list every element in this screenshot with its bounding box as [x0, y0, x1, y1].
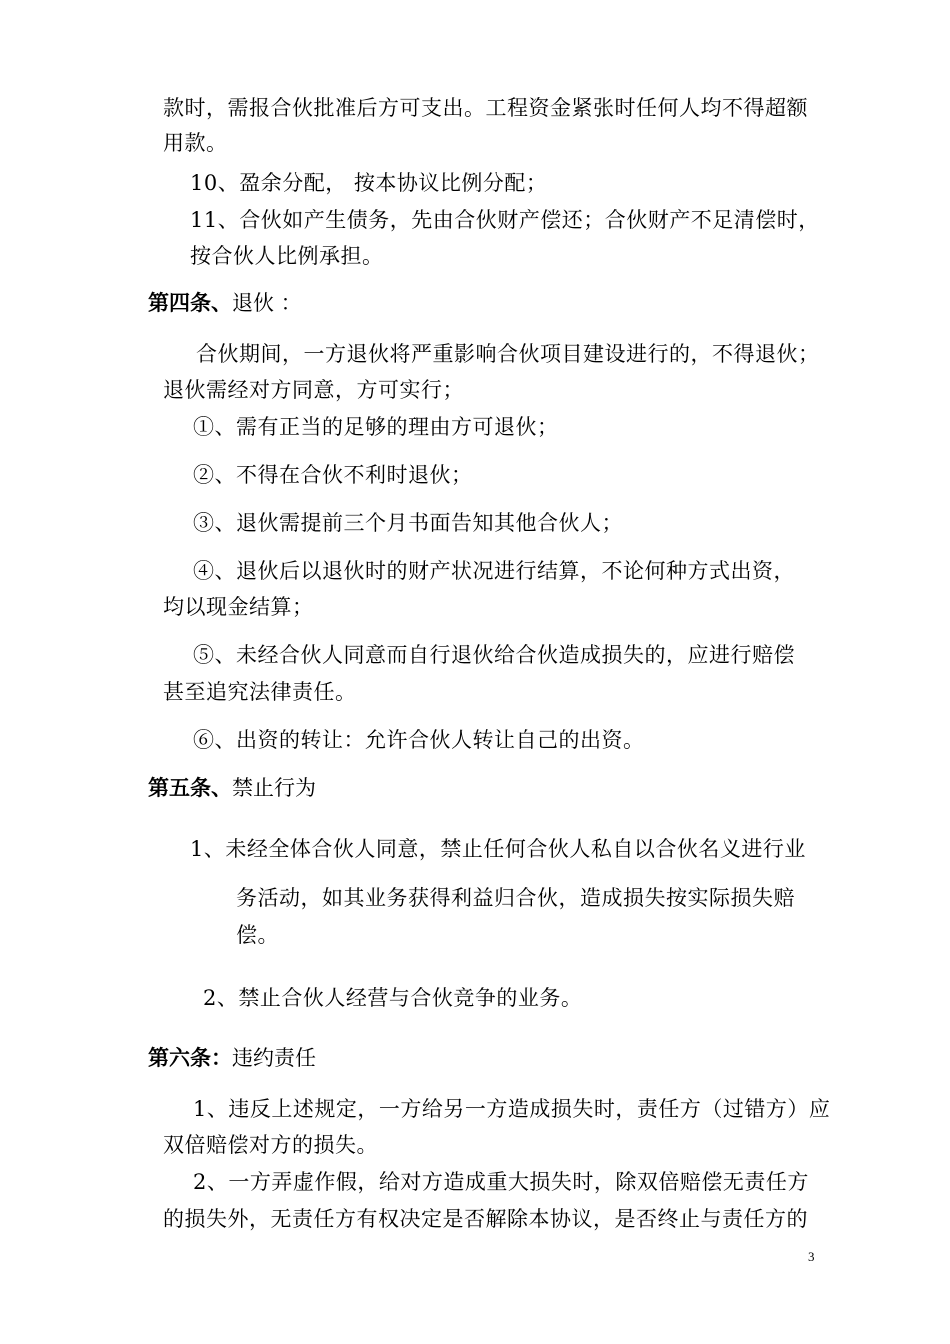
text-line: 退伙需经对方同意，方可实行；: [163, 378, 464, 402]
page-number: 3: [808, 1249, 815, 1264]
text-line: 的损失外，无责任方有权决定是否解除本协议，是否终止与责任方的: [163, 1207, 808, 1231]
list-item: 1、违反上述规定，一方给另一方造成损失时，责任方（过错方）应: [193, 1097, 831, 1121]
text-line: 务活动，如其业务获得利益归合伙，造成损失按实际损失赔: [236, 886, 795, 910]
section-title: 违约责任: [232, 1046, 316, 1070]
section-heading-4: [148, 288, 302, 318]
text-line: 均以现金结算；: [163, 595, 314, 619]
text-line: 偿。: [236, 923, 279, 947]
text-line: 用款。: [163, 131, 228, 155]
section-heading-5: [148, 773, 316, 803]
section-number: 第六条：: [148, 1045, 232, 1070]
text-line: 双倍赔偿对方的损失。: [163, 1133, 378, 1157]
text-line: 甚至追究法律责任。: [163, 680, 357, 704]
list-item: 2、一方弄虚作假，给对方造成重大损失时，除双倍赔偿无责任方: [193, 1170, 809, 1194]
section-number: 第五条、: [148, 775, 232, 800]
list-item: ②、不得在合伙不利时退伙；: [193, 463, 473, 487]
list-item: 2、禁止合伙人经营与合伙竞争的业务。: [203, 986, 583, 1010]
list-item: ③、退伙需提前三个月书面告知其他合伙人；: [193, 511, 623, 535]
section-title: 禁止行为: [232, 776, 316, 800]
text-line: 合伙期间，一方退伙将严重影响合伙项目建设进行的，不得退伙；: [196, 342, 820, 366]
list-item: 1、未经全体合伙人同意，禁止任何合伙人私自以合伙名义进行业: [190, 837, 806, 861]
text-line: 按合伙人比例承担。: [190, 244, 384, 268]
list-item: ④、退伙后以退伙时的财产状况进行结算，不论何种方式出资，: [193, 559, 795, 583]
text-line: 款时，需报合伙批准后方可支出。工程资金紧张时任何人均不得超额: [163, 96, 808, 120]
section-heading-6: [148, 1043, 316, 1073]
section-title: 退伙 ：: [232, 291, 302, 315]
list-item: ①、需有正当的足够的理由方可退伙；: [193, 415, 559, 439]
list-item: 11、合伙如产生债务，先由合伙财产偿还；合伙财产不足清偿时，: [190, 208, 820, 232]
section-number: 第四条、: [148, 290, 232, 315]
list-item: 10、盈余分配， 按本协议比例分配；: [190, 171, 548, 195]
list-item: ⑥、出资的转让：允许合伙人转让自己的出资。: [193, 728, 645, 752]
list-item: ⑤、未经合伙人同意而自行退伙给合伙造成损失的，应进行赔偿: [193, 643, 795, 667]
